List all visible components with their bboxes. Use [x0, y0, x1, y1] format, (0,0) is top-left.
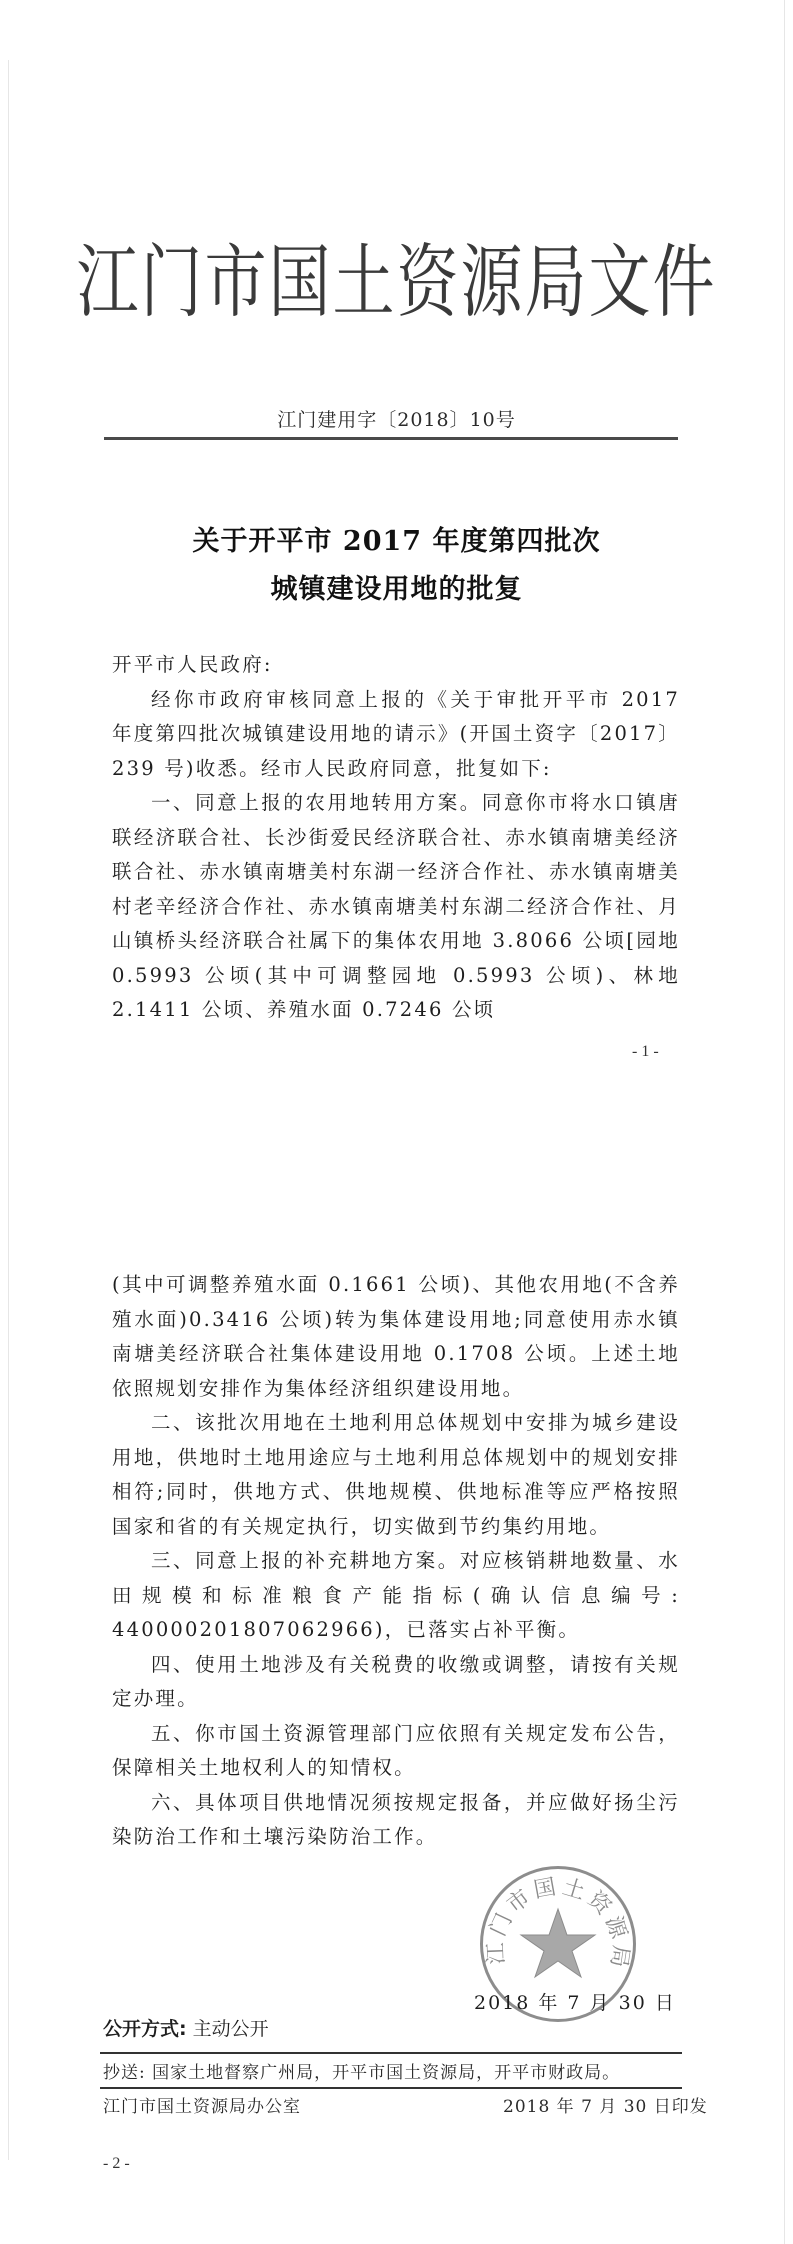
seal-text: 江门市国土资源局 — [483, 1874, 633, 1973]
paragraph: (其中可调整养殖水面 0.1661 公顷)、其他农用地(不含养殖水面)0.3416 公顷)转为集体建设用地;同意使用赤水镇南塘美经济联合社集体建设用地 0.1708 公顷。上述土地依照规划安排作为集体经济组织建设用地。 — [112, 1273, 680, 1400]
page2-body — [112, 1268, 680, 1855]
page-number: - 1 - — [632, 1043, 659, 1060]
document-title — [0, 518, 793, 614]
paragraph: 三、同意上报的补充耕地方案。对应核销耕地数量、水田规模和标准粮食产能指标(确认信息编号: 440000201807062966)，已落实占补平衡。 — [112, 1549, 680, 1641]
footer-divider — [100, 2052, 682, 2054]
footer-divider — [100, 2087, 682, 2089]
title-line-1: 关于开平市 2017 年度第四批次 — [192, 526, 601, 557]
paragraph: 四、使用土地涉及有关税费的收缴或调整，请按有关规定办理。 — [112, 1652, 680, 1710]
disclosure-label: 公开方式: — [103, 2018, 187, 2040]
document-number: 江门建用字〔2018〕10号 — [277, 409, 516, 431]
page-edge — [784, 0, 785, 2244]
paragraph: 二、该批次用地在土地利用总体规划中安排为城乡建设用地，供地时土地用途应与土地利用总体规划中的规划安排相符;同时，供地方式、供地规模、供地标准等应严格按照国家和省的有关规定执行，切实做到节约集约用地。 — [112, 1411, 680, 1538]
salutation: 开平市人民政府: — [112, 653, 273, 676]
document-masthead: 江门市国土资源局文件 — [76, 235, 717, 329]
paragraph: 六、具体项目供地情况须按规定报备，并应做好扬尘污染防治工作和土壤污染防治工作。 — [112, 1790, 680, 1848]
print-date: 2018 年 7 月 30 日印发 — [503, 2097, 708, 2117]
signature-date: 2018 年 7 月 30 日 — [474, 1992, 676, 2014]
paragraph: 五、你市国土资源管理部门应依照有关规定发布公告，保障相关土地权利人的知情权。 — [112, 1721, 680, 1779]
disclosure-method — [103, 2014, 269, 2041]
paragraph: 经你市政府审核同意上报的《关于审批开平市 2017 年度第四批次城镇建设用地的请示》(开国土资字〔2017〕239 号)收悉。经市人民政府同意，批复如下: — [112, 687, 680, 780]
issuing-office: 江门市国土资源局办公室 — [103, 2097, 301, 2117]
paragraph: 一、同意上报的农用地转用方案。同意你市将水口镇唐联经济联合社、长沙街爱民经济联合社、赤水镇南塘美经济联合社、赤水镇南塘美村东湖一经济合作社、赤水镇南塘美村老辛经济合作社、赤水镇南塘美村东湖二经济合作社、月山镇桥头经济联合社属下的集体农用地 3.8066 公顷[园地 0.5993 公顷(其中可调整园地 0.5993 公顷)、林地 2.1411 公顷、养殖水面 0.7246 公顷 — [112, 791, 680, 1021]
cc-recipients: 抄送: 国家土地督察广州局，开平市国土资源局，开平市财政局。 — [103, 2063, 621, 2083]
page-edge — [8, 60, 9, 2160]
header-divider — [104, 437, 678, 440]
page-number: - 2 - — [103, 2155, 130, 2172]
title-line-2: 城镇建设用地的批复 — [270, 574, 523, 605]
disclosure-value: 主动公开 — [192, 2018, 269, 2040]
page1-body — [112, 648, 680, 1028]
